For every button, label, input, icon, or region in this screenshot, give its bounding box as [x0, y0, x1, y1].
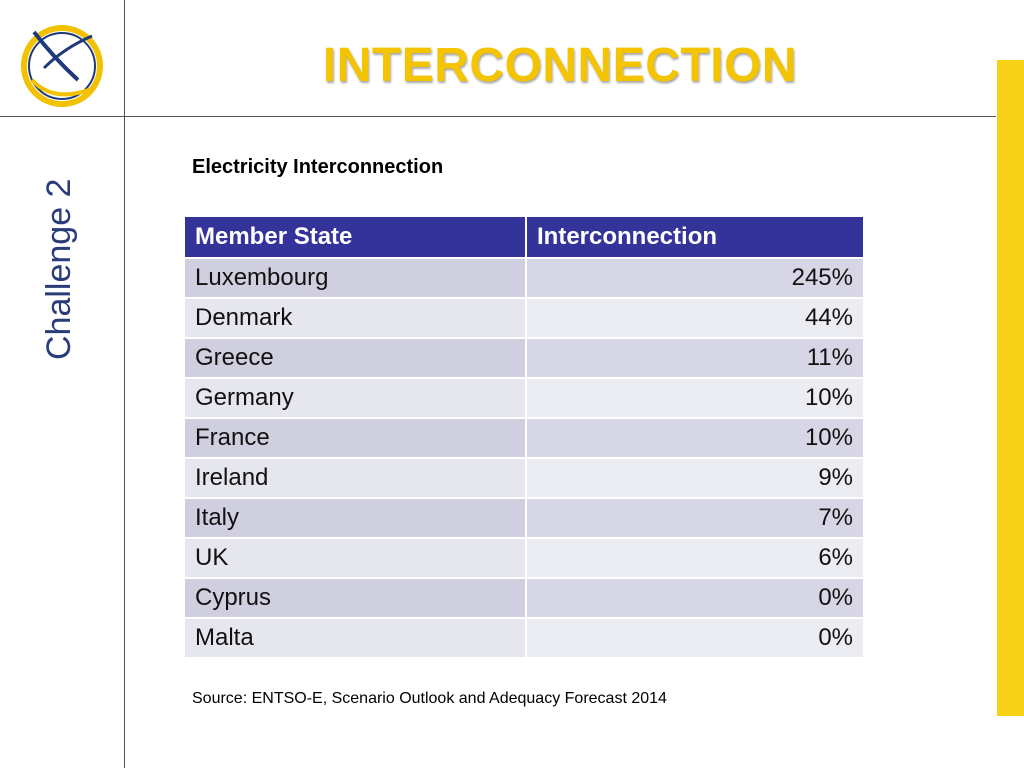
section-label: Challenge 2 [40, 178, 78, 360]
page-title: INTERCONNECTION [322, 39, 798, 92]
member-state-cell: Greece [184, 338, 526, 378]
table-title: Electricity Interconnection [192, 156, 444, 178]
member-state-cell: Cyprus [184, 578, 526, 618]
column-header-interconnection: Interconnection [526, 216, 864, 258]
interconnection-cell: 9% [526, 458, 864, 498]
interconnection-table [183, 215, 865, 659]
interconnection-cell: 0% [526, 578, 864, 618]
member-state-cell: Malta [184, 618, 526, 658]
logo-icon [14, 18, 110, 110]
accent-bar [997, 60, 1024, 716]
table-header-row [184, 216, 864, 258]
member-state-cell: France [184, 418, 526, 458]
table-row [184, 538, 864, 578]
column-header-member-state: Member State [184, 216, 526, 258]
table-row [184, 258, 864, 298]
horizontal-divider [0, 116, 996, 117]
table-row [184, 618, 864, 658]
interconnection-cell: 44% [526, 298, 864, 338]
table-row [184, 378, 864, 418]
interconnection-cell: 0% [526, 618, 864, 658]
member-state-cell: Ireland [184, 458, 526, 498]
source-note: Source: ENTSO-E, Scenario Outlook and Adequacy Forecast 2014 [192, 690, 667, 707]
table-row [184, 298, 864, 338]
member-state-cell: UK [184, 538, 526, 578]
table-row [184, 418, 864, 458]
interconnection-cell: 245% [526, 258, 864, 298]
table-row [184, 498, 864, 538]
member-state-cell: Luxembourg [184, 258, 526, 298]
table-row [184, 338, 864, 378]
interconnection-cell: 6% [526, 538, 864, 578]
member-state-cell: Italy [184, 498, 526, 538]
interconnection-cell: 10% [526, 378, 864, 418]
interconnection-cell: 10% [526, 418, 864, 458]
interconnection-cell: 7% [526, 498, 864, 538]
member-state-cell: Germany [184, 378, 526, 418]
interconnection-cell: 11% [526, 338, 864, 378]
table-row [184, 578, 864, 618]
table-row [184, 458, 864, 498]
member-state-cell: Denmark [184, 298, 526, 338]
